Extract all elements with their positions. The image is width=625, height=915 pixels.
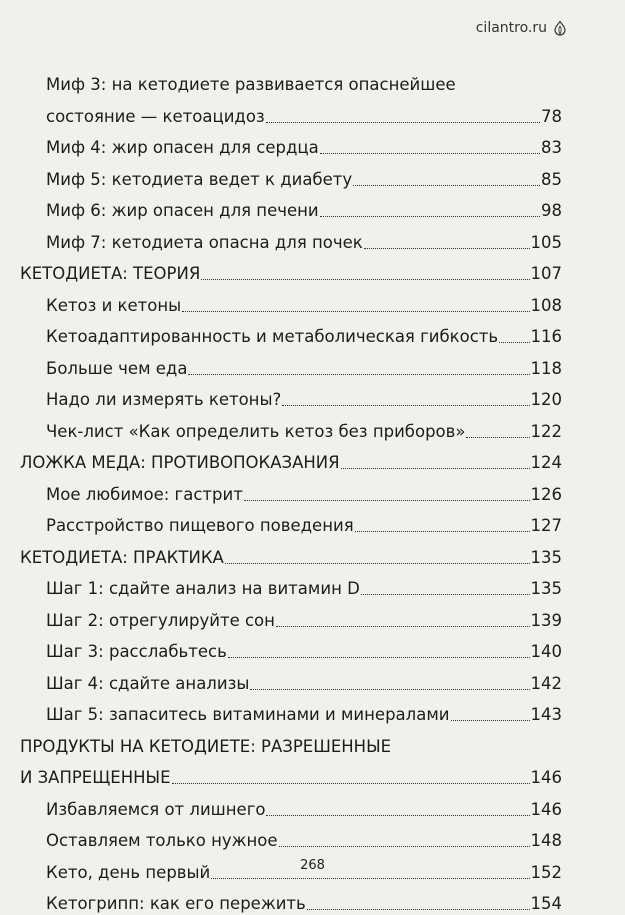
page-ref: 105 <box>530 232 562 252</box>
page-ref: 85 <box>541 169 562 189</box>
toc-entry[interactable] <box>46 389 562 411</box>
entry-title-line: Миф 3: на кетодиете развивается опаснейшее <box>46 75 456 94</box>
page-ref: 78 <box>541 106 562 126</box>
dot-leader <box>307 908 530 910</box>
entry-title: Избавляемся от лишнего <box>46 799 266 819</box>
dot-leader <box>228 656 530 658</box>
toc-entry[interactable] <box>46 295 562 317</box>
dot-leader <box>361 593 530 595</box>
toc-entry[interactable] <box>46 421 562 443</box>
dot-leader <box>244 499 530 501</box>
onion-icon <box>553 20 567 36</box>
entry-title: Чек-лист «Как определить кетоз без приборов» <box>46 421 466 441</box>
dot-leader <box>188 373 529 375</box>
toc-section-entry[interactable] <box>20 767 562 789</box>
dot-leader <box>172 782 530 784</box>
toc-entry[interactable] <box>46 578 562 600</box>
dot-leader <box>466 436 529 438</box>
entry-title: Миф 6: жир опасен для печени <box>46 201 319 220</box>
entry-title: Шаг 5: запаситесь витаминами и минералами <box>46 705 450 724</box>
dot-leader <box>211 877 529 879</box>
toc-section-entry[interactable] <box>20 263 562 285</box>
page-ref: 120 <box>530 390 562 409</box>
dot-leader <box>499 341 529 343</box>
entry-title: Мое любимое: гастрит <box>46 484 243 504</box>
entry-title: Кетоадаптированность и метаболическая гибкость <box>46 327 499 346</box>
dot-leader <box>266 121 540 123</box>
entry-title: Миф 5: кетодиета ведет к диабету <box>46 169 353 189</box>
entry-title: Больше чем еда <box>46 358 188 378</box>
entry-title: Кето, день первый <box>46 862 211 882</box>
toc-entry[interactable] <box>46 106 562 128</box>
entry-title: Кетоз и кетоны <box>46 295 182 315</box>
toc-entry[interactable] <box>46 484 562 506</box>
page-ref: 135 <box>530 547 562 567</box>
entry-title: Шаг 3: расслабьтесь <box>46 642 227 661</box>
toc-entry[interactable] <box>46 893 562 915</box>
page-ref: 152 <box>530 862 562 882</box>
page-ref: 126 <box>530 484 562 504</box>
dot-leader <box>353 184 540 186</box>
toc-entry[interactable] <box>46 200 562 222</box>
entry-title: Миф 4: жир опасен для сердца <box>46 138 319 157</box>
section-title-line: ПРОДУКТЫ НА КЕТОДИЕТЕ: РАЗРЕШЕННЫЕ <box>20 736 392 756</box>
page-ref: 107 <box>530 264 562 283</box>
dot-leader <box>320 152 540 154</box>
dot-leader <box>451 719 530 721</box>
entry-title: состояние — кетоацидоз <box>46 106 265 126</box>
page-ref: 122 <box>530 421 562 441</box>
section-title: И ЗАПРЕЩЕННЫЕ <box>20 768 171 787</box>
dot-leader <box>276 625 530 627</box>
page-ref: 140 <box>530 642 562 661</box>
page-number: 268 <box>300 858 325 873</box>
page-ref: 148 <box>530 831 562 850</box>
toc-entry[interactable] <box>46 137 562 159</box>
entry-title: Шаг 2: отрегулируйте сон <box>46 610 275 630</box>
toc-section-entry[interactable] <box>20 547 562 569</box>
dot-leader <box>266 814 529 816</box>
dot-leader <box>250 688 529 690</box>
page-ref: 143 <box>530 705 562 724</box>
dot-leader <box>182 310 529 312</box>
toc-entry[interactable] <box>46 169 562 191</box>
dot-leader <box>320 215 540 217</box>
toc-entry[interactable] <box>46 610 562 632</box>
entry-title: Кетогрипп: как его пережить <box>46 894 306 913</box>
page-ref: 135 <box>530 579 562 598</box>
entry-title: Надо ли измерять кетоны? <box>46 390 282 409</box>
page-ref: 116 <box>530 327 562 346</box>
section-title: КЕТОДИЕТА: ПРАКТИКА <box>20 547 224 567</box>
page-ref: 146 <box>530 768 562 787</box>
toc-entry[interactable] <box>46 830 562 852</box>
page-ref: 108 <box>530 295 562 315</box>
toc-entry[interactable] <box>46 641 562 663</box>
dot-leader <box>355 530 530 532</box>
page-ref: 127 <box>530 516 562 535</box>
entry-title: Шаг 1: сдайте анализ на витамин D <box>46 579 360 598</box>
section-title: ЛОЖКА МЕДА: ПРОТИВОПОКАЗАНИЯ <box>20 453 340 472</box>
page-header <box>476 20 567 36</box>
dot-leader <box>341 467 530 469</box>
toc-entry[interactable] <box>46 358 562 380</box>
toc-entry[interactable] <box>46 515 562 537</box>
dot-leader <box>279 845 530 847</box>
dot-leader <box>201 278 529 280</box>
toc-entry[interactable] <box>46 326 562 348</box>
page-ref: 124 <box>530 453 562 472</box>
page-ref: 139 <box>530 610 562 630</box>
section-title: КЕТОДИЕТА: ТЕОРИЯ <box>20 264 201 283</box>
page-ref: 83 <box>541 138 562 157</box>
entry-title: Расстройство пищевого поведения <box>46 516 354 535</box>
dot-leader <box>225 562 530 564</box>
toc-entry[interactable] <box>46 673 562 695</box>
toc-entry[interactable] <box>46 232 562 254</box>
site-name: cilantro.ru <box>475 20 547 36</box>
toc-section-entry[interactable] <box>20 452 562 474</box>
page-ref: 146 <box>530 799 562 819</box>
page-ref: 142 <box>530 673 562 693</box>
entry-title: Оставляем только нужное <box>46 831 278 850</box>
dot-leader <box>364 247 530 249</box>
toc-entry[interactable] <box>46 704 562 726</box>
dot-leader <box>282 404 529 406</box>
toc-entry[interactable] <box>46 799 562 821</box>
entry-title: Шаг 4: сдайте анализы <box>46 673 250 693</box>
page-ref: 154 <box>530 894 562 913</box>
page-ref: 98 <box>541 201 562 220</box>
entry-title: Миф 7: кетодиета опасна для почек <box>46 232 363 252</box>
page-ref: 118 <box>530 358 562 378</box>
